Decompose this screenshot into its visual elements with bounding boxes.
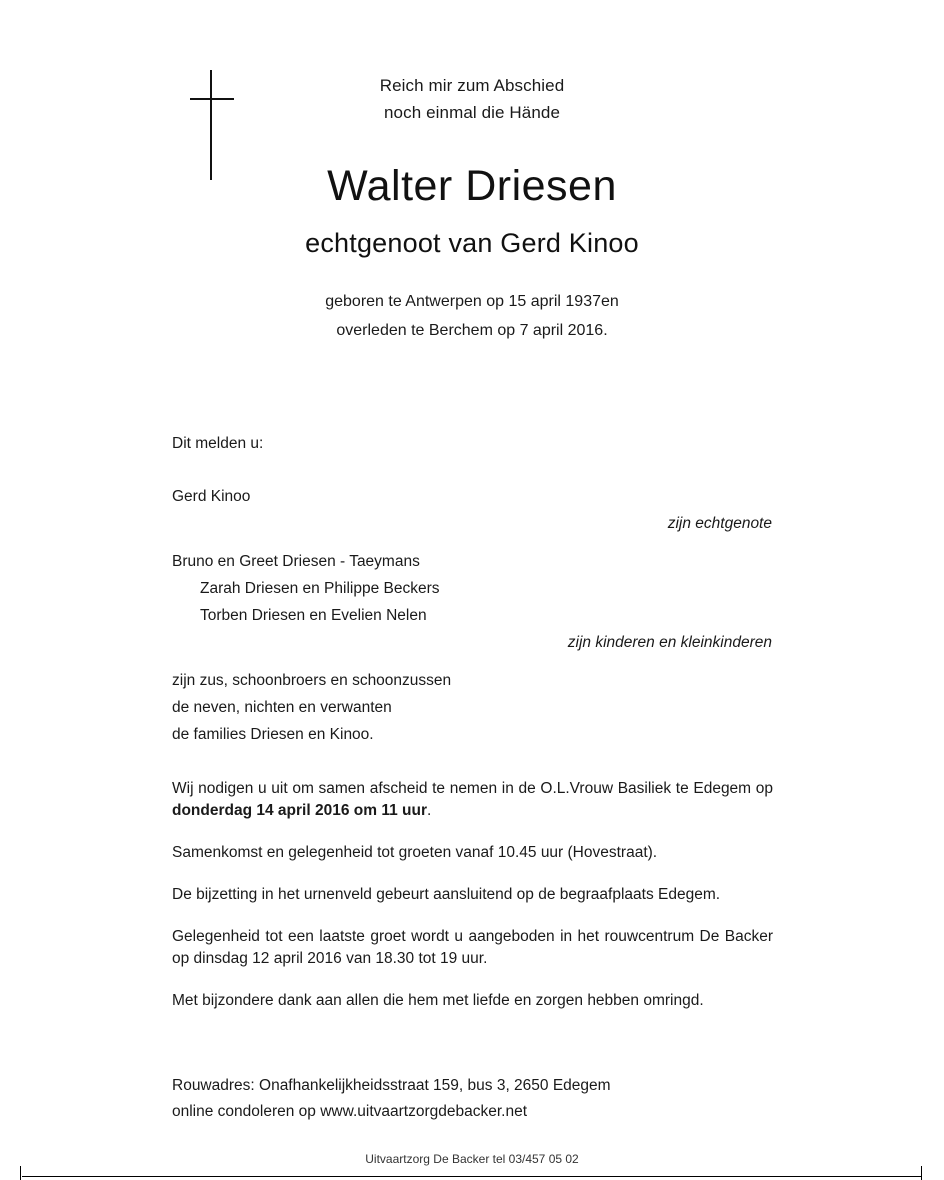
header-block xyxy=(0,72,944,345)
footer-divider xyxy=(22,1176,922,1177)
spouse-line: echtgenoot van Gerd Kinoo xyxy=(305,228,639,258)
children-role: zijn kinderen en kleinkinderen xyxy=(567,634,772,651)
announce-text: Dit melden u: xyxy=(172,435,264,452)
gathering-paragraph: Samenkomst en gelegenheid tot groeten vanaf 10.45 uur (Hovestraat). xyxy=(172,844,658,861)
spacer xyxy=(172,537,772,548)
children-line-3: Torben Driesen en Evelien Nelen xyxy=(200,607,427,624)
invitation-text-post: . xyxy=(426,802,432,819)
widow-role: zijn echtgenote xyxy=(667,515,772,532)
right-edge-mark xyxy=(921,1166,922,1180)
invitation-datetime: donderdag 14 april 2016 om 11 uur xyxy=(172,802,427,819)
spacer xyxy=(172,656,772,667)
invitation-paragraph xyxy=(172,778,773,822)
verse-line-2: noch einmal die Hände xyxy=(384,103,560,122)
address-block xyxy=(172,1073,773,1125)
survivors-block xyxy=(172,430,772,748)
widow-name: Gerd Kinoo xyxy=(172,488,251,505)
death-line: overleden te Berchem op 7 april 2016. xyxy=(336,322,608,339)
mourning-address: Rouwadres: Onafhankelijkheidsstraat 159, bus 3, 2650 Edegem xyxy=(172,1077,611,1094)
footer-text: Uitvaartzorg De Backer tel 03/457 05 02 xyxy=(365,1152,579,1166)
children-line-1: Bruno en Greet Driesen - Taeymans xyxy=(172,553,420,570)
relatives-line-1: zijn zus, schoonbroers en schoonzussen xyxy=(172,672,452,689)
relatives-line-3: de families Driesen en Kinoo. xyxy=(172,726,374,743)
ceremony-block xyxy=(172,778,773,1012)
urn-paragraph: De bijzetting in het urnenveld gebeurt aansluitend op de begraafplaats Edegem. xyxy=(172,886,721,903)
children-line-2: Zarah Driesen en Philippe Beckers xyxy=(200,580,440,597)
verse-line-1: Reich mir zum Abschied xyxy=(379,76,565,95)
condolence-website: online condoleren op www.uitvaartzorgdebacker.net xyxy=(172,1103,528,1120)
relatives-line-2: de neven, nichten en verwanten xyxy=(172,699,392,716)
thanks-paragraph: Met bijzondere dank aan allen die hem met liefde en zorgen hebben omringd. xyxy=(172,992,704,1009)
deceased-name: Walter Driesen xyxy=(327,162,617,210)
birth-line: geboren te Antwerpen op 15 april 1937en xyxy=(325,293,619,310)
left-edge-mark xyxy=(20,1166,21,1180)
farewell-paragraph: Gelegenheid tot een laatste groet wordt u aangeboden in het rouwcentrum De Backer op dinsdag 12 april 2016 van 18.30 tot 19 uur. xyxy=(172,928,773,967)
invitation-text-pre: Wij nodigen u uit om samen afscheid te nemen in de O.L.Vrouw Basiliek te Edegem op xyxy=(172,780,773,797)
